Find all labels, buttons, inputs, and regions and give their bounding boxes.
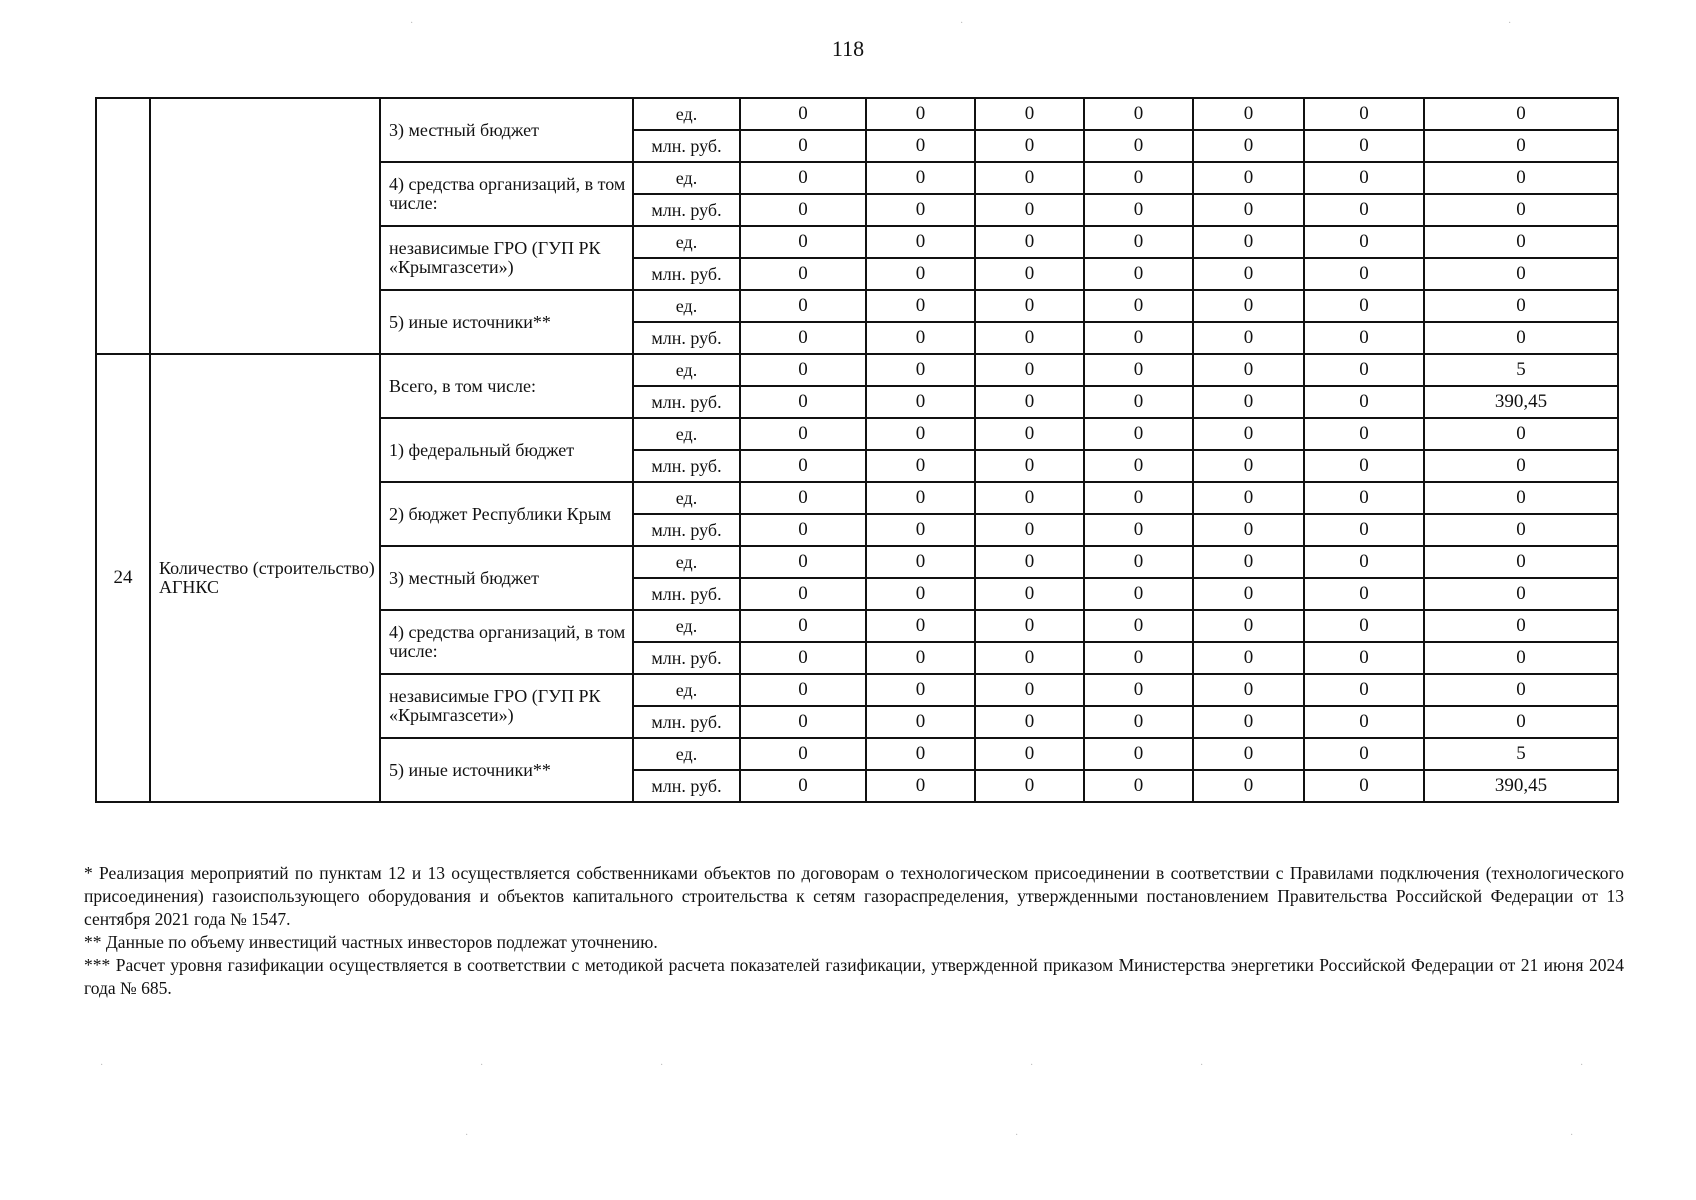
funding-source-cell: 5) иные источники** bbox=[380, 290, 633, 354]
value-cell: 0 bbox=[1084, 386, 1193, 418]
unit-cell: ед. bbox=[633, 738, 740, 770]
value-cell: 0 bbox=[975, 258, 1084, 290]
scan-speck: · bbox=[480, 1060, 484, 1071]
value-cell: 0 bbox=[1084, 642, 1193, 674]
unit-cell: ед. bbox=[633, 290, 740, 322]
scan-speck: · bbox=[410, 18, 414, 29]
value-cell: 0 bbox=[1424, 450, 1618, 482]
value-cell: 0 bbox=[975, 226, 1084, 258]
page-number: 118 bbox=[831, 36, 865, 61]
value-cell: 0 bbox=[1084, 706, 1193, 738]
scan-speck: · bbox=[960, 18, 964, 29]
value-cell: 0 bbox=[866, 418, 975, 450]
value-cell: 0 bbox=[975, 130, 1084, 162]
value-cell: 0 bbox=[1193, 738, 1304, 770]
value-cell: 0 bbox=[740, 546, 866, 578]
value-cell: 0 bbox=[1193, 130, 1304, 162]
value-cell: 0 bbox=[866, 354, 975, 386]
value-cell: 0 bbox=[1304, 290, 1424, 322]
value-cell: 0 bbox=[1193, 194, 1304, 226]
value-cell: 0 bbox=[866, 546, 975, 578]
value-cell: 0 bbox=[866, 482, 975, 514]
value-cell: 0 bbox=[1193, 642, 1304, 674]
value-cell: 0 bbox=[740, 194, 866, 226]
table-row bbox=[96, 354, 1618, 386]
scan-speck: · bbox=[465, 1130, 469, 1141]
value-cell: 0 bbox=[866, 450, 975, 482]
funding-source-cell: независимые ГРО (ГУП РК «Крымгазсети») bbox=[380, 226, 633, 290]
value-cell: 0 bbox=[1084, 450, 1193, 482]
value-cell: 390,45 bbox=[1424, 770, 1618, 802]
value-cell: 0 bbox=[975, 642, 1084, 674]
value-cell: 0 bbox=[1304, 770, 1424, 802]
value-cell: 0 bbox=[1424, 642, 1618, 674]
value-cell: 0 bbox=[866, 738, 975, 770]
value-cell: 0 bbox=[740, 130, 866, 162]
value-cell: 0 bbox=[1193, 514, 1304, 546]
value-cell: 0 bbox=[1193, 546, 1304, 578]
value-cell: 0 bbox=[1424, 322, 1618, 354]
funding-source-cell: 4) средства организаций, в том числе: bbox=[380, 610, 633, 674]
value-cell: 0 bbox=[1084, 354, 1193, 386]
value-cell: 0 bbox=[975, 738, 1084, 770]
value-cell: 0 bbox=[1193, 610, 1304, 642]
value-cell: 0 bbox=[866, 674, 975, 706]
value-cell: 0 bbox=[1424, 706, 1618, 738]
value-cell: 0 bbox=[740, 642, 866, 674]
value-cell: 0 bbox=[1304, 258, 1424, 290]
value-cell: 0 bbox=[1424, 418, 1618, 450]
value-cell: 0 bbox=[975, 354, 1084, 386]
unit-cell: млн. руб. bbox=[633, 578, 740, 610]
table-body bbox=[96, 98, 1618, 802]
funding-source-cell: 5) иные источники** bbox=[380, 738, 633, 802]
value-cell: 0 bbox=[866, 642, 975, 674]
unit-cell: млн. руб. bbox=[633, 514, 740, 546]
value-cell: 0 bbox=[975, 674, 1084, 706]
item-number-cell: 24 bbox=[96, 354, 150, 802]
value-cell: 0 bbox=[740, 354, 866, 386]
indicator-name-cell: Количество (строительство) АГНКС bbox=[150, 354, 380, 802]
value-cell: 0 bbox=[1084, 418, 1193, 450]
value-cell: 0 bbox=[740, 162, 866, 194]
value-cell: 0 bbox=[1084, 258, 1193, 290]
value-cell: 0 bbox=[866, 322, 975, 354]
value-cell: 0 bbox=[1304, 354, 1424, 386]
value-cell: 0 bbox=[1084, 290, 1193, 322]
value-cell: 0 bbox=[1193, 162, 1304, 194]
footnote-2: ** Данные по объему инвестиций частных инвесторов подлежат уточнению. bbox=[84, 932, 658, 952]
value-cell: 0 bbox=[975, 194, 1084, 226]
value-cell: 0 bbox=[1193, 98, 1304, 130]
unit-cell: млн. руб. bbox=[633, 130, 740, 162]
value-cell: 0 bbox=[975, 98, 1084, 130]
value-cell: 5 bbox=[1424, 354, 1618, 386]
value-cell: 0 bbox=[1424, 578, 1618, 610]
value-cell: 0 bbox=[1193, 386, 1304, 418]
value-cell: 0 bbox=[1424, 98, 1618, 130]
value-cell: 0 bbox=[1084, 546, 1193, 578]
value-cell: 0 bbox=[1424, 674, 1618, 706]
value-cell: 0 bbox=[866, 226, 975, 258]
unit-cell: млн. руб. bbox=[633, 706, 740, 738]
value-cell: 0 bbox=[1084, 162, 1193, 194]
value-cell: 0 bbox=[740, 98, 866, 130]
value-cell: 0 bbox=[1424, 290, 1618, 322]
investment-table bbox=[95, 97, 1619, 803]
value-cell: 0 bbox=[740, 770, 866, 802]
value-cell: 0 bbox=[1424, 482, 1618, 514]
unit-cell: млн. руб. bbox=[633, 450, 740, 482]
unit-cell: ед. bbox=[633, 482, 740, 514]
unit-cell: млн. руб. bbox=[633, 322, 740, 354]
value-cell: 0 bbox=[1084, 130, 1193, 162]
value-cell: 0 bbox=[1084, 578, 1193, 610]
value-cell: 0 bbox=[1084, 514, 1193, 546]
unit-cell: млн. руб. bbox=[633, 642, 740, 674]
value-cell: 0 bbox=[740, 450, 866, 482]
value-cell: 0 bbox=[1424, 226, 1618, 258]
value-cell: 0 bbox=[975, 770, 1084, 802]
footnotes bbox=[84, 862, 1624, 1000]
unit-cell: ед. bbox=[633, 546, 740, 578]
unit-cell: ед. bbox=[633, 226, 740, 258]
value-cell: 0 bbox=[1084, 322, 1193, 354]
value-cell: 0 bbox=[975, 322, 1084, 354]
value-cell: 0 bbox=[1193, 226, 1304, 258]
value-cell: 0 bbox=[740, 322, 866, 354]
unit-cell: ед. bbox=[633, 98, 740, 130]
value-cell: 0 bbox=[740, 738, 866, 770]
value-cell: 0 bbox=[1304, 194, 1424, 226]
value-cell: 0 bbox=[866, 514, 975, 546]
value-cell: 0 bbox=[1424, 130, 1618, 162]
value-cell: 0 bbox=[740, 674, 866, 706]
value-cell: 0 bbox=[975, 610, 1084, 642]
scan-speck: · bbox=[1030, 1060, 1034, 1071]
value-cell: 0 bbox=[1084, 770, 1193, 802]
value-cell: 0 bbox=[740, 386, 866, 418]
value-cell: 0 bbox=[975, 482, 1084, 514]
value-cell: 0 bbox=[1193, 322, 1304, 354]
value-cell: 0 bbox=[740, 226, 866, 258]
scan-speck: · bbox=[1015, 1130, 1019, 1141]
value-cell: 0 bbox=[1304, 226, 1424, 258]
value-cell: 0 bbox=[975, 546, 1084, 578]
value-cell: 0 bbox=[866, 130, 975, 162]
value-cell: 5 bbox=[1424, 738, 1618, 770]
value-cell: 0 bbox=[1424, 514, 1618, 546]
unit-cell: ед. bbox=[633, 354, 740, 386]
value-cell: 0 bbox=[866, 290, 975, 322]
scan-speck: · bbox=[1580, 1060, 1584, 1071]
value-cell: 0 bbox=[1304, 130, 1424, 162]
scan-speck: · bbox=[1200, 1060, 1204, 1071]
value-cell: 0 bbox=[1304, 610, 1424, 642]
value-cell: 0 bbox=[975, 386, 1084, 418]
value-cell: 0 bbox=[1193, 354, 1304, 386]
funding-source-cell: 3) местный бюджет bbox=[380, 546, 633, 610]
value-cell: 0 bbox=[1304, 450, 1424, 482]
value-cell: 0 bbox=[1304, 98, 1424, 130]
value-cell: 0 bbox=[866, 770, 975, 802]
unit-cell: ед. bbox=[633, 610, 740, 642]
value-cell: 0 bbox=[1424, 610, 1618, 642]
value-cell: 0 bbox=[1193, 450, 1304, 482]
value-cell: 0 bbox=[1424, 546, 1618, 578]
value-cell: 0 bbox=[1193, 482, 1304, 514]
value-cell: 0 bbox=[1084, 738, 1193, 770]
scan-speck: · bbox=[100, 1060, 104, 1071]
scan-speck: · bbox=[1570, 1130, 1574, 1141]
value-cell: 0 bbox=[1304, 386, 1424, 418]
value-cell: 0 bbox=[866, 162, 975, 194]
indicator-name-cell bbox=[150, 98, 380, 354]
value-cell: 0 bbox=[1193, 770, 1304, 802]
value-cell: 0 bbox=[1193, 674, 1304, 706]
funding-source-cell: 4) средства организаций, в том числе: bbox=[380, 162, 633, 226]
value-cell: 0 bbox=[975, 290, 1084, 322]
value-cell: 0 bbox=[740, 258, 866, 290]
value-cell: 0 bbox=[866, 386, 975, 418]
value-cell: 0 bbox=[1084, 674, 1193, 706]
footnote-1: * Реализация мероприятий по пунктам 12 и 13 осуществляется собственниками объектов по договорам о технологическом присоединении в соответствии с Правилами подключения (технологического присоединения) газоиспользующего оборудования и объектов капитального строительства к сетям газораспределения, утвержденными постановлением Правительства Российской Федерации от 13 сентября 2021 года № 1547. bbox=[84, 863, 1624, 929]
value-cell: 0 bbox=[740, 578, 866, 610]
value-cell: 0 bbox=[1304, 482, 1424, 514]
value-cell: 0 bbox=[740, 514, 866, 546]
value-cell: 0 bbox=[1193, 290, 1304, 322]
value-cell: 0 bbox=[1304, 674, 1424, 706]
value-cell: 0 bbox=[740, 610, 866, 642]
table-row bbox=[96, 98, 1618, 130]
value-cell: 0 bbox=[975, 162, 1084, 194]
funding-source-cell: 1) федеральный бюджет bbox=[380, 418, 633, 482]
value-cell: 0 bbox=[1424, 162, 1618, 194]
value-cell: 0 bbox=[1193, 258, 1304, 290]
unit-cell: млн. руб. bbox=[633, 194, 740, 226]
unit-cell: млн. руб. bbox=[633, 770, 740, 802]
value-cell: 0 bbox=[866, 610, 975, 642]
unit-cell: млн. руб. bbox=[633, 386, 740, 418]
value-cell: 0 bbox=[1193, 418, 1304, 450]
item-number-cell bbox=[96, 98, 150, 354]
value-cell: 0 bbox=[975, 514, 1084, 546]
unit-cell: ед. bbox=[633, 162, 740, 194]
value-cell: 0 bbox=[866, 578, 975, 610]
value-cell: 0 bbox=[1304, 738, 1424, 770]
value-cell: 0 bbox=[866, 258, 975, 290]
value-cell: 0 bbox=[740, 290, 866, 322]
value-cell: 390,45 bbox=[1424, 386, 1618, 418]
value-cell: 0 bbox=[975, 706, 1084, 738]
value-cell: 0 bbox=[740, 418, 866, 450]
value-cell: 0 bbox=[975, 418, 1084, 450]
value-cell: 0 bbox=[1193, 706, 1304, 738]
value-cell: 0 bbox=[1084, 610, 1193, 642]
funding-source-cell: Всего, в том числе: bbox=[380, 354, 633, 418]
value-cell: 0 bbox=[975, 450, 1084, 482]
funding-source-cell: независимые ГРО (ГУП РК «Крымгазсети») bbox=[380, 674, 633, 738]
value-cell: 0 bbox=[740, 706, 866, 738]
footnote-3: *** Расчет уровня газификации осуществляется в соответствии с методикой расчета показателей газификации, утвержденной приказом Министерства энергетики Российской Федерации от 21 июня 2024 года № 685. bbox=[84, 955, 1624, 998]
value-cell: 0 bbox=[1304, 162, 1424, 194]
scan-speck: · bbox=[660, 1060, 664, 1071]
value-cell: 0 bbox=[1304, 514, 1424, 546]
value-cell: 0 bbox=[1193, 578, 1304, 610]
scan-speck: · bbox=[1508, 18, 1512, 29]
value-cell: 0 bbox=[975, 578, 1084, 610]
value-cell: 0 bbox=[866, 706, 975, 738]
value-cell: 0 bbox=[866, 98, 975, 130]
unit-cell: ед. bbox=[633, 674, 740, 706]
funding-source-cell: 2) бюджет Республики Крым bbox=[380, 482, 633, 546]
unit-cell: ед. bbox=[633, 418, 740, 450]
value-cell: 0 bbox=[1424, 258, 1618, 290]
value-cell: 0 bbox=[1084, 482, 1193, 514]
value-cell: 0 bbox=[740, 482, 866, 514]
value-cell: 0 bbox=[1304, 578, 1424, 610]
funding-source-cell: 3) местный бюджет bbox=[380, 98, 633, 162]
value-cell: 0 bbox=[1424, 194, 1618, 226]
unit-cell: млн. руб. bbox=[633, 258, 740, 290]
value-cell: 0 bbox=[1304, 322, 1424, 354]
value-cell: 0 bbox=[1304, 642, 1424, 674]
value-cell: 0 bbox=[1304, 706, 1424, 738]
value-cell: 0 bbox=[1084, 226, 1193, 258]
value-cell: 0 bbox=[1084, 194, 1193, 226]
value-cell: 0 bbox=[866, 194, 975, 226]
value-cell: 0 bbox=[1084, 98, 1193, 130]
value-cell: 0 bbox=[1304, 418, 1424, 450]
value-cell: 0 bbox=[1304, 546, 1424, 578]
